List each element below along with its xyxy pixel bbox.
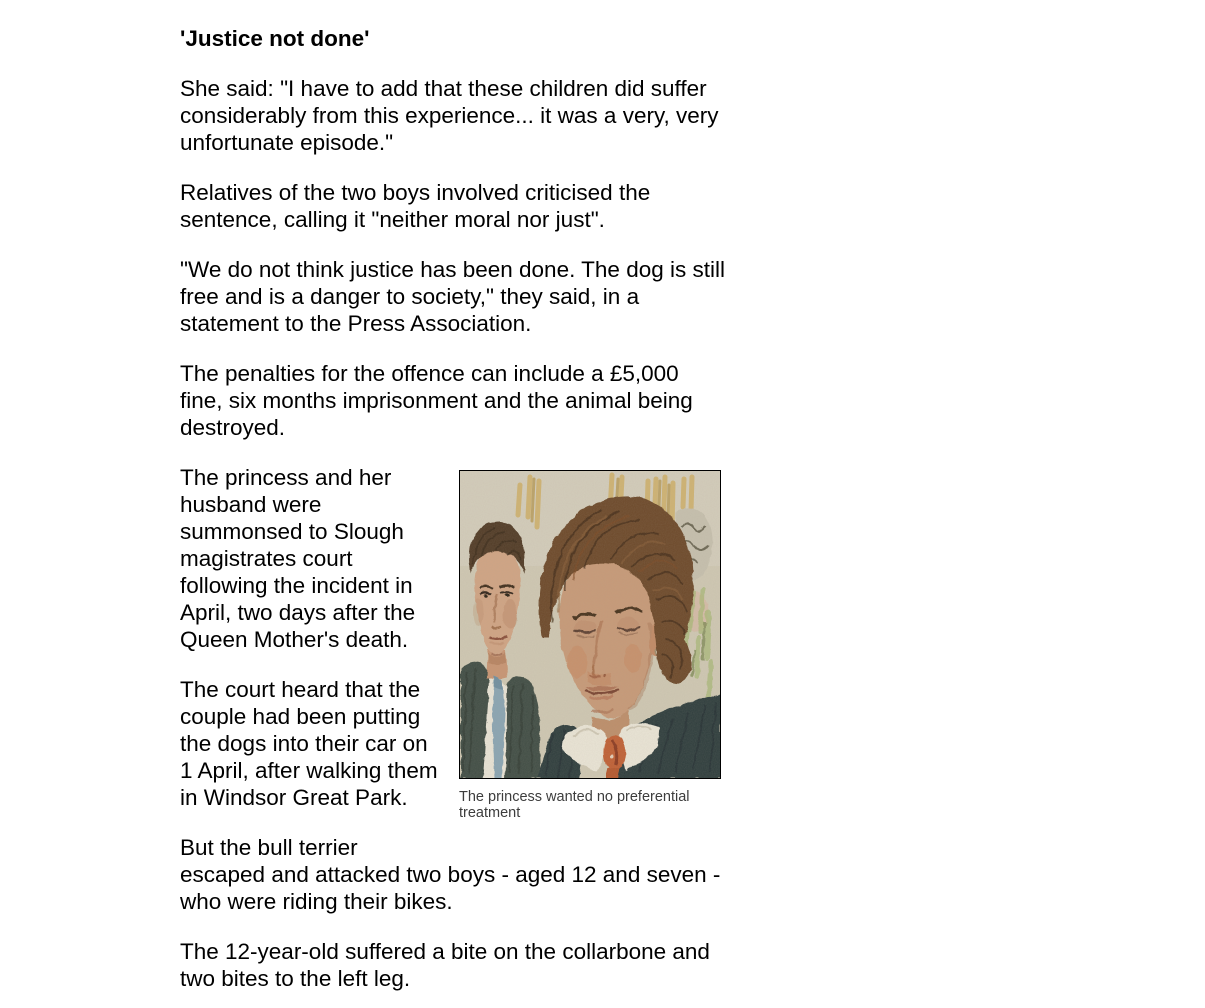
article-paragraph: The penalties for the offence can include a £5,000 fine, six months imprisonment and the animal being destroyed. xyxy=(180,361,693,440)
article-paragraph: Relatives of the two boys involved criticised the sentence, calling it "neither moral nor just". xyxy=(180,180,651,232)
article-paragraph: But the bull terrier escaped and attacked two boys - aged 12 and seven - who were riding their bikes. xyxy=(180,835,721,914)
article-paragraph: "We do not think justice has been done. The dog is still free and is a danger to society," they said, in a statement to the Press Association. xyxy=(180,257,725,336)
image-caption: The princess wanted no preferential treatment xyxy=(459,789,690,821)
court-sketch-image xyxy=(459,470,721,779)
article-body xyxy=(180,25,727,1008)
article-paragraph: She said: "I have to add that these children did suffer considerably from this experience... it was a very, very unfortunate episode." xyxy=(180,76,719,155)
inline-figure xyxy=(459,470,721,821)
article-paragraph: The princess and her husband were summonsed to Slough magistrates court following the incident in April, two days after the Queen Mother's death. xyxy=(180,465,416,652)
article-crosshead: 'Justice not done' xyxy=(180,26,370,51)
article-paragraph: The court heard that the couple had been putting the dogs into their car on 1 April, after walking them in Windsor Great Park. xyxy=(180,677,438,810)
article-paragraph: The 12-year-old suffered a bite on the collarbone and two bites to the left leg. xyxy=(180,939,710,991)
